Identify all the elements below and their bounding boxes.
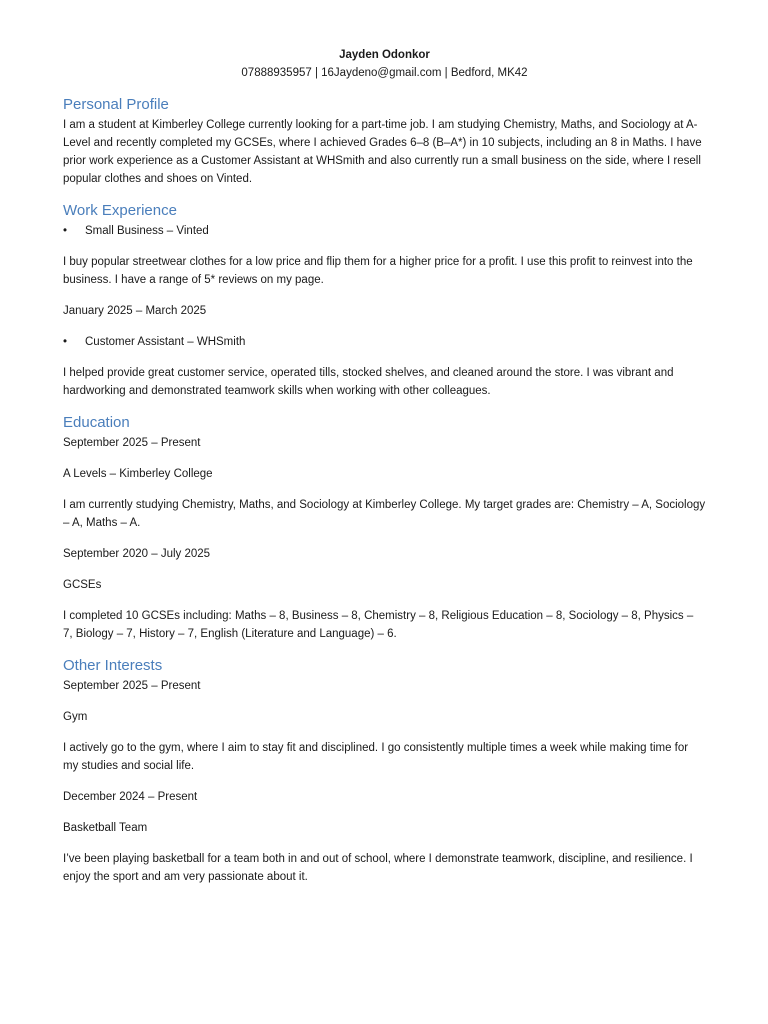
job-2-description: I helped provide great customer service, operated tills, stocked shelves, and cleaned around the store. I was vibrant and hardworking and demonstrated teamwork skills when working with other colleagues.	[63, 367, 674, 397]
education-1-title: A Levels – Kimberley College	[63, 468, 213, 480]
interest-2-dates: December 2024 – Present	[63, 791, 198, 803]
work-experience-heading: Work Experience	[63, 202, 177, 219]
personal-profile-heading: Personal Profile	[63, 96, 169, 113]
work-experience-section	[63, 201, 706, 400]
personal-profile-text: I am a student at Kimberley College currently looking for a part-time job. I am studying Chemistry, Maths, and Sociology at A-Level and recently completed my GCSEs, where I achieved Grades 6–8 (B–A*) in 10 subjects, including an 8 in Maths. I have prior work experience as a Customer Assistant at WHSmith and also currently run a small business on the side, where I resell popular clothes and shoes on Vinted.	[63, 119, 702, 185]
interest-2-title: Basketball Team	[63, 822, 148, 834]
job-1-bullet	[63, 222, 706, 240]
job-2-dates: January 2025 – March 2025	[63, 305, 207, 317]
cv-header	[63, 46, 706, 82]
education-heading: Education	[63, 414, 130, 431]
education-2-title: GCSEs	[63, 579, 102, 591]
job-2-bullet	[63, 333, 706, 351]
job-2-title: Customer Assistant – WHSmith	[85, 336, 246, 348]
education-2-description: I completed 10 GCSEs including: Maths – 8, Business – 8, Chemistry – 8, Religious Education – 8, Sociology – 8, Physics – 7, Biology – 7, History – 7, English (Literature and Language) – 6.	[63, 610, 694, 640]
personal-profile-section	[63, 95, 706, 188]
other-interests-section	[63, 656, 706, 886]
interest-1-description: I actively go to the gym, where I aim to stay fit and disciplined. I go consistently multiple times a week while making time for my studies and social life.	[63, 742, 689, 772]
candidate-name: Jayden Odonkor	[339, 49, 430, 61]
contact-line: 07888935957 | 16Jaydeno@gmail.com | Bedford, MK42	[241, 67, 528, 79]
job-1-description: I buy popular streetwear clothes for a low price and flip them for a higher price for a profit. I use this profit to reinvest into the business. I have a range of 5* reviews on my page.	[63, 256, 693, 286]
job-1-title: Small Business – Vinted	[85, 225, 209, 237]
education-1-dates: September 2025 – Present	[63, 437, 201, 449]
interest-1-dates: September 2025 – Present	[63, 680, 201, 692]
other-interests-heading: Other Interests	[63, 657, 163, 674]
interest-1-title: Gym	[63, 711, 88, 723]
education-section	[63, 413, 706, 643]
interest-2-description: I’ve been playing basketball for a team both in and out of school, where I demonstrate teamwork, discipline, and resilience. I enjoy the sport and am very passionate about it.	[63, 853, 693, 883]
education-1-description: I am currently studying Chemistry, Maths, and Sociology at Kimberley College. My target grades are: Chemistry – A, Sociology – A, Maths – A.	[63, 499, 706, 529]
education-2-dates: September 2020 – July 2025	[63, 548, 211, 560]
bullet-icon: •	[63, 225, 68, 237]
bullet-icon: •	[63, 336, 68, 348]
